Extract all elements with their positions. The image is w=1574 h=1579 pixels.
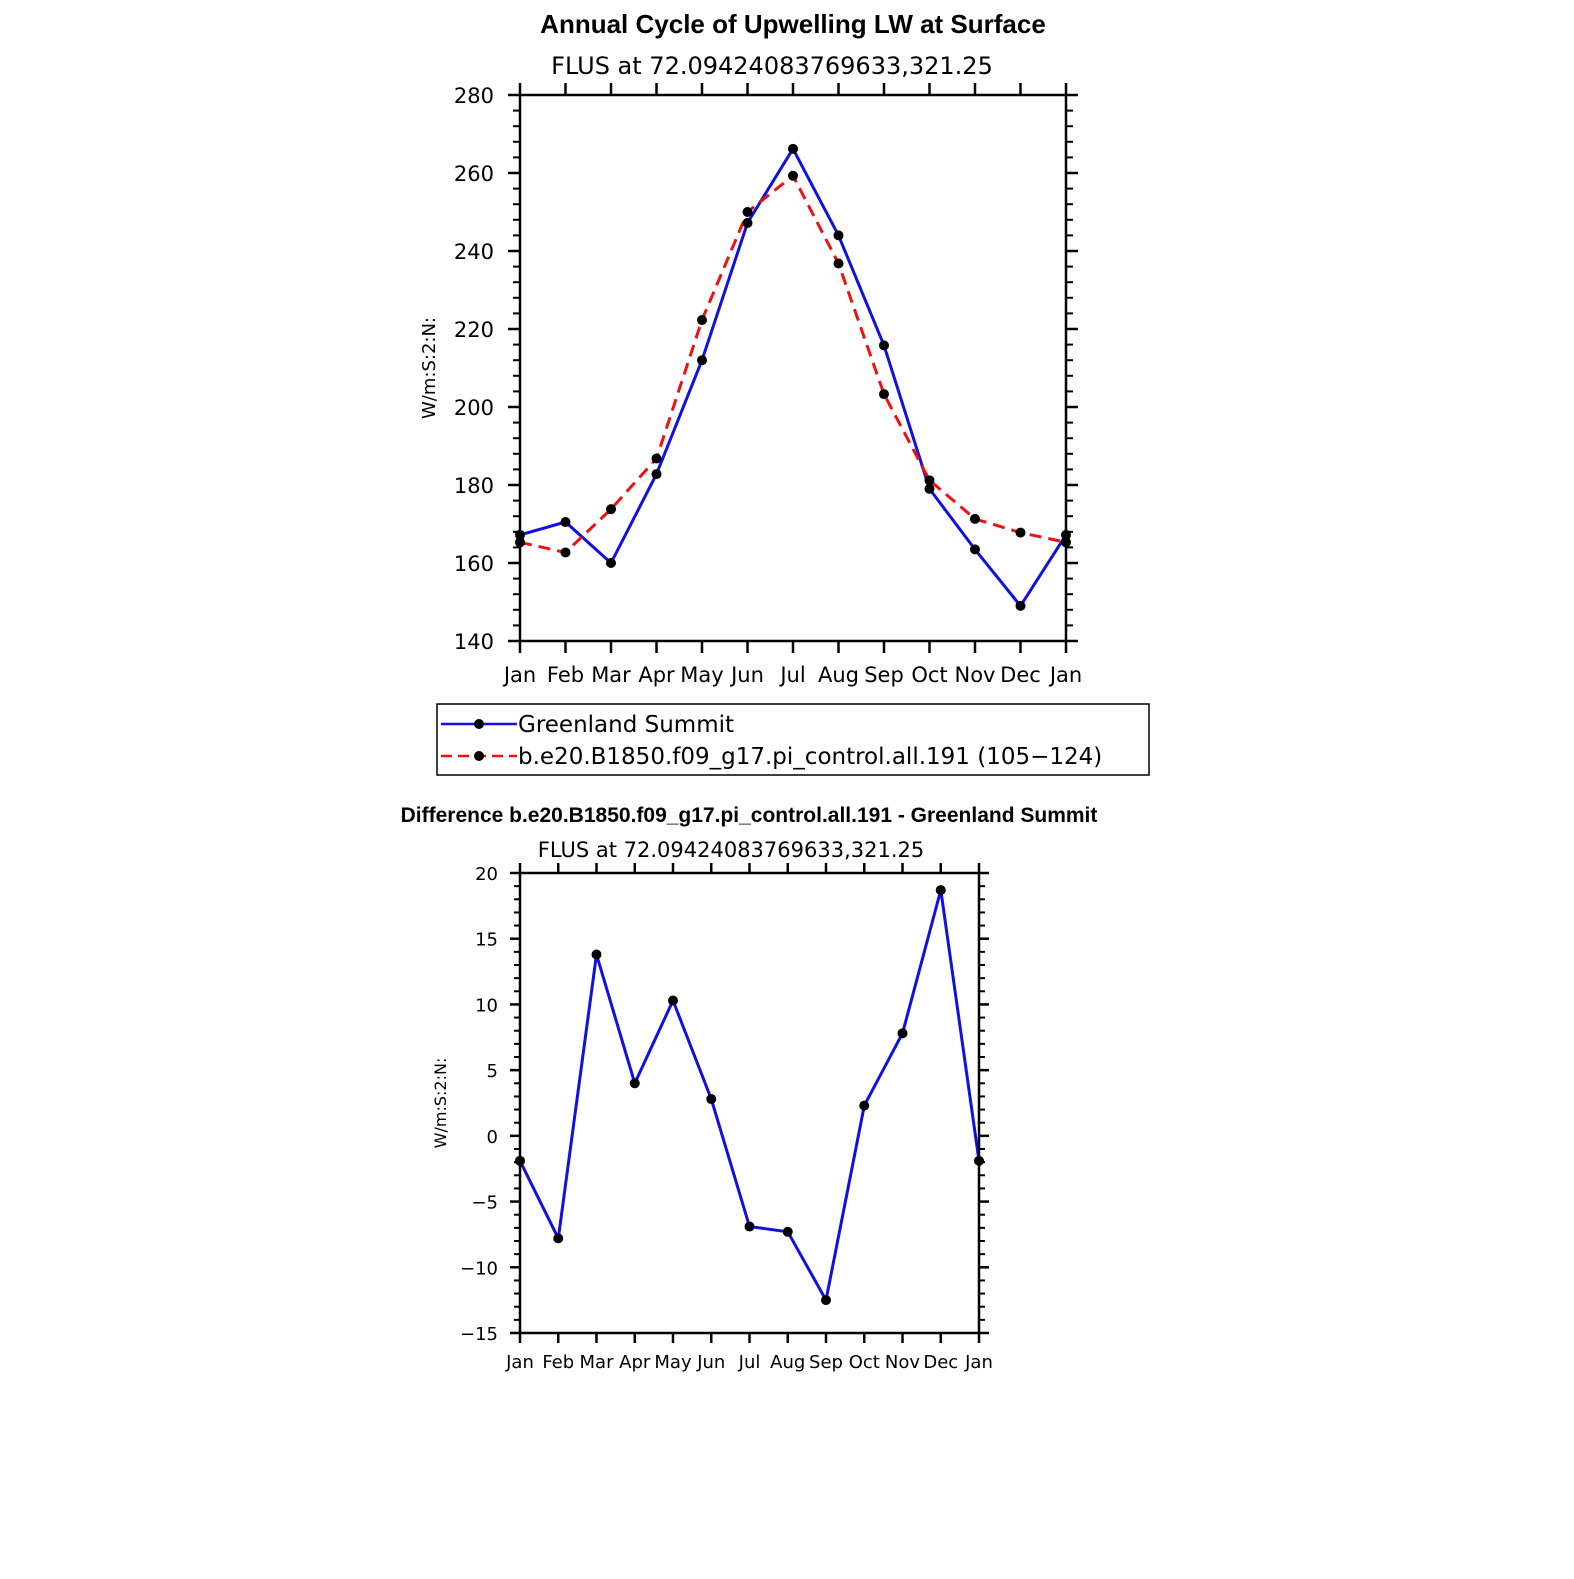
- y-tick-label: −15: [460, 1324, 498, 1345]
- series-1-point: [834, 258, 844, 268]
- x-tick-label: May: [680, 663, 724, 687]
- series-1-point: [970, 514, 980, 524]
- x-tick-label: Jan: [506, 1352, 534, 1373]
- series-line-0: [520, 149, 1066, 606]
- series-0-point: [706, 1094, 716, 1104]
- y-tick-label: 160: [453, 552, 494, 576]
- series-0-point: [630, 1078, 640, 1088]
- y-tick-label: 180: [453, 474, 494, 498]
- series-1-point: [788, 171, 798, 181]
- x-tick-label: Jan: [1049, 663, 1083, 687]
- y-tick-label: 20: [475, 864, 498, 885]
- legend-entry-model: [441, 744, 1102, 770]
- y-tick-label: 200: [453, 396, 494, 420]
- series-1-point: [925, 475, 935, 485]
- chart2-plot-frame: [520, 873, 979, 1333]
- legend-label: b.e20.B1850.f09_g17.pi_control.all.191 (105−124): [518, 744, 1103, 770]
- y-tick-label: 15: [475, 929, 498, 951]
- series-0-point: [668, 995, 678, 1005]
- y-tick-label: 140: [453, 630, 494, 654]
- series-0-point: [606, 558, 616, 568]
- chart1-series: [515, 144, 1071, 611]
- series-1-point: [652, 453, 662, 463]
- x-tick-label: Jun: [697, 1352, 726, 1373]
- chart1-ylabel: W/m:S:2:N:: [419, 317, 440, 419]
- x-tick-label: Nov: [884, 1352, 921, 1373]
- series-0-point: [592, 949, 602, 959]
- series-0-point: [936, 885, 946, 895]
- series-0-point: [859, 1101, 869, 1111]
- chart2-ylabel: W/m:S:2:N:: [431, 1057, 450, 1149]
- x-tick-label: Sep: [809, 1352, 843, 1373]
- series-0-point: [925, 484, 935, 494]
- series-line-0: [520, 890, 979, 1300]
- y-tick-label: 260: [453, 162, 494, 186]
- series-1-point: [1016, 528, 1026, 538]
- chart2-title: Difference b.e20.B1850.f09_g17.pi_control.all.191 - Greenland Summit: [400, 804, 1098, 827]
- x-tick-label: Jan: [965, 1352, 993, 1373]
- chart1-ticks: [454, 83, 1082, 687]
- x-tick-label: Jun: [731, 663, 764, 687]
- series-0-point: [879, 340, 889, 350]
- chart1-title: Annual Cycle of Upwelling LW at Surface: [540, 9, 1046, 39]
- x-tick-label: Aug: [770, 1352, 806, 1373]
- y-tick-label: 220: [453, 318, 494, 342]
- y-tick-label: 10: [475, 995, 498, 1017]
- x-tick-label: Feb: [546, 663, 585, 687]
- series-0-point: [783, 1227, 793, 1237]
- x-tick-label: Dec: [1000, 663, 1041, 687]
- x-tick-label: Apr: [638, 663, 675, 687]
- chart2-subtitle: FLUS at 72.09424083769633,321.25: [537, 838, 925, 862]
- chart2-ticks: [460, 863, 993, 1373]
- x-tick-label: Apr: [619, 1352, 651, 1373]
- x-tick-label: Oct: [911, 663, 948, 687]
- series-0-point: [745, 1222, 755, 1232]
- series-line-1: [520, 176, 1066, 553]
- series-0-point: [743, 218, 753, 228]
- x-tick-label: Jul: [738, 1352, 761, 1373]
- chart1-legend: [437, 704, 1149, 775]
- series-1-point: [606, 504, 616, 514]
- series-0-point: [697, 355, 707, 365]
- series-0-point: [970, 544, 980, 554]
- legend-label: Greenland Summit: [518, 712, 735, 738]
- x-tick-label: Mar: [579, 1352, 614, 1373]
- series-0-point: [788, 144, 798, 154]
- series-1-point: [743, 207, 753, 217]
- legend-swatch-marker: [474, 719, 484, 729]
- x-tick-label: Nov: [954, 663, 996, 687]
- x-tick-label: Jul: [780, 663, 806, 687]
- y-tick-label: −5: [471, 1192, 498, 1214]
- series-0-point: [553, 1233, 563, 1243]
- legend-swatch-marker: [474, 751, 484, 761]
- y-tick-label: 5: [486, 1061, 498, 1083]
- chart1-subtitle: FLUS at 72.09424083769633,321.25: [551, 52, 993, 80]
- x-tick-label: Mar: [591, 663, 631, 687]
- y-tick-label: 280: [453, 84, 494, 108]
- x-tick-label: Feb: [542, 1352, 575, 1373]
- series-1-point: [561, 547, 571, 557]
- chart2-series: [515, 885, 984, 1305]
- series-0-point: [561, 517, 571, 527]
- series-0-point: [821, 1295, 831, 1305]
- series-1-point: [697, 315, 707, 325]
- x-tick-label: Jan: [503, 663, 537, 687]
- y-tick-label: 240: [453, 240, 494, 264]
- series-0-point: [1016, 601, 1026, 611]
- series-0-point: [898, 1028, 908, 1038]
- x-tick-label: Oct: [848, 1352, 880, 1373]
- x-tick-label: Sep: [864, 663, 904, 687]
- x-tick-label: Aug: [817, 663, 860, 687]
- x-tick-label: Dec: [923, 1352, 959, 1373]
- y-tick-label: 0: [486, 1126, 498, 1148]
- x-tick-label: May: [654, 1352, 692, 1373]
- y-tick-label: −10: [460, 1258, 498, 1280]
- series-0-point: [834, 230, 844, 240]
- series-1-point: [879, 389, 889, 399]
- series-0-point: [652, 469, 662, 479]
